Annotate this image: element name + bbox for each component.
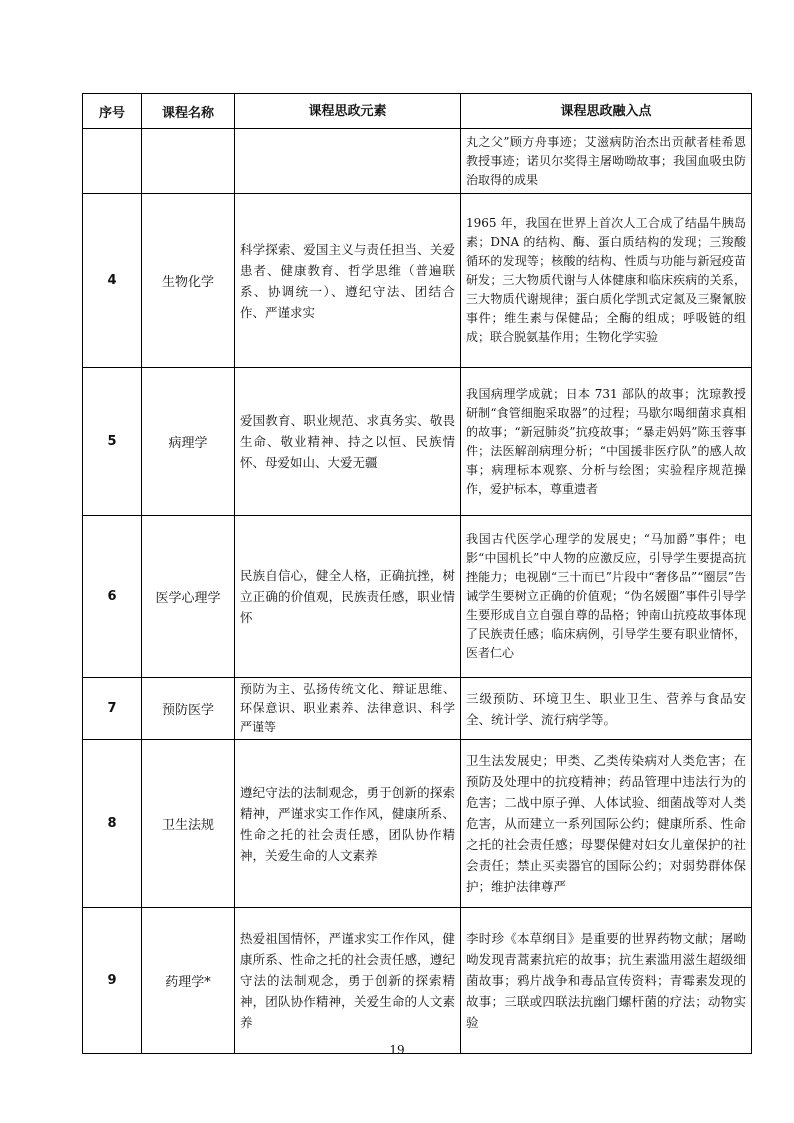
row-course-name	[142, 129, 235, 194]
table-row	[83, 368, 752, 516]
row-ideology-elements	[235, 129, 461, 194]
row-integration-points: 三级预防、环境卫生、职业卫生、营养与食品安全、统计学、流行病学等。	[461, 678, 752, 740]
table-row	[83, 194, 752, 368]
row-number: 9	[83, 908, 142, 1054]
row-integration-points: 1965 年，我国在世界上首次人工合成了结晶牛胰岛素；DNA 的结构、酶、蛋白质结构的发现；三羧酸循环的发现等；核酸的结构、性质与功能与新冠疫苗研发；三大物质代谢与人体健康和临床疾病的关系，三大物质代谢规律；蛋白质化学凯式定氮及三聚氰胺事件；维生素与保健品；全酶的组成；呼吸链的组成；联合脱氨基作用；生物化学实验	[461, 194, 752, 368]
row-ideology-elements: 科学探索、爱国主义与责任担当、关爱患者、健康教育、哲学思维（普遍联系、协调统一）、遵纪守法、团结合作、严谨求实	[235, 194, 461, 368]
row-ideology-elements: 爱国教育、职业规范、求真务实、敬畏生命、敬业精神、持之以恒、民族情怀、母爱如山、大爱无疆	[235, 368, 461, 516]
header-course-name: 课程名称	[142, 94, 235, 129]
row-number: 6	[83, 516, 142, 678]
table-row	[83, 908, 752, 1054]
row-course-name: 生物化学	[142, 194, 235, 368]
table-row	[83, 678, 752, 740]
page-number: 19	[389, 1043, 405, 1057]
row-number	[83, 129, 142, 194]
row-integration-points: 丸之父”顾方舟事迹；艾滋病防治杰出贡献者桂希恩教授事迹；诺贝尔奖得主屠呦呦故事；我国血吸虫防治取得的成果	[461, 129, 752, 194]
header-ideology-elements: 课程思政元素	[235, 94, 461, 129]
row-integration-points: 我国病理学成就；日本 731 部队的故事；沈琼教授研制“食管细胞采取器”的过程；马歇尔喝细菌求真相的故事；“新冠肺炎”抗疫故事；“暴走妈妈”陈玉蓉事件；法医解剖病理分析；“中国援非医疗队”的感人故事；病理标本观察、分析与绘图；实验程序规范操作，爱护标本，尊重遗者	[461, 368, 752, 516]
row-course-name: 药理学*	[142, 908, 235, 1054]
row-ideology-elements: 遵纪守法的法制观念，勇于创新的探索精神，严谨求实工作作风，健康所系、性命之托的社会责任感，团队协作精神，关爱生命的人文素养	[235, 740, 461, 908]
row-course-name: 预防医学	[142, 678, 235, 740]
row-ideology-elements: 热爱祖国情怀，严谨求实工作作风，健康所系、性命之托的社会责任感，遵纪守法的法制观念，勇于创新的探索精神，团队协作精神，关爱生命的人文素养	[235, 908, 461, 1054]
row-course-name: 病理学	[142, 368, 235, 516]
row-course-name: 医学心理学	[142, 516, 235, 678]
row-integration-points: 卫生法发展史；甲类、乙类传染病对人类危害；在预防及处理中的抗疫精神；药品管理中违法行为的危害；二战中原子弹、人体试验、细菌战等对人类危害，从而建立一系列国际公约；健康所系、性命之托的社会责任感；母婴保健对妇女儿童保护的社会责任；禁止买卖器官的国际公约；对弱势群体保护；维护法律尊严	[461, 740, 752, 908]
table-header-row	[83, 94, 752, 129]
row-number: 5	[83, 368, 142, 516]
table-row	[83, 740, 752, 908]
row-ideology-elements: 民族自信心，健全人格，正确抗挫，树立正确的价值观，民族责任感，职业情怀	[235, 516, 461, 678]
row-number: 8	[83, 740, 142, 908]
row-number: 7	[83, 678, 142, 740]
header-integration-points: 课程思政融入点	[461, 94, 752, 129]
header-number: 序号	[83, 94, 142, 129]
row-number: 4	[83, 194, 142, 368]
row-integration-points: 我国古代医学心理学的发展史；“马加爵”事件；电影“中国机长”中人物的应激反应，引导学生要提高抗挫能力；电视剧“三十而已”片段中“奢侈品”“圈层”告诫学生要树立正确的价值观；“伪名媛圈”事件引导学生要形成自立自强自尊的品格；钟南山抗疫故事体现了民族责任感；临床病例，引导学生要有职业情怀，医者仁心	[461, 516, 752, 678]
table-row	[83, 516, 752, 678]
course-ideology-table	[82, 93, 752, 1054]
row-ideology-elements: 预防为主、弘扬传统文化、辩证思维、环保意识、职业素养、法律意识、科学严谨等	[235, 678, 461, 740]
table-row	[83, 129, 752, 194]
row-integration-points: 李时珍《本草纲目》是重要的世界药物文献；屠呦呦发现青蒿素抗疟的故事；抗生素滥用滋生超级细菌故事；鸦片战争和毒品宣传资料；青霉素发现的故事；三联或四联法抗幽门螺杆菌的疗法；动物实验	[461, 908, 752, 1054]
row-course-name: 卫生法规	[142, 740, 235, 908]
